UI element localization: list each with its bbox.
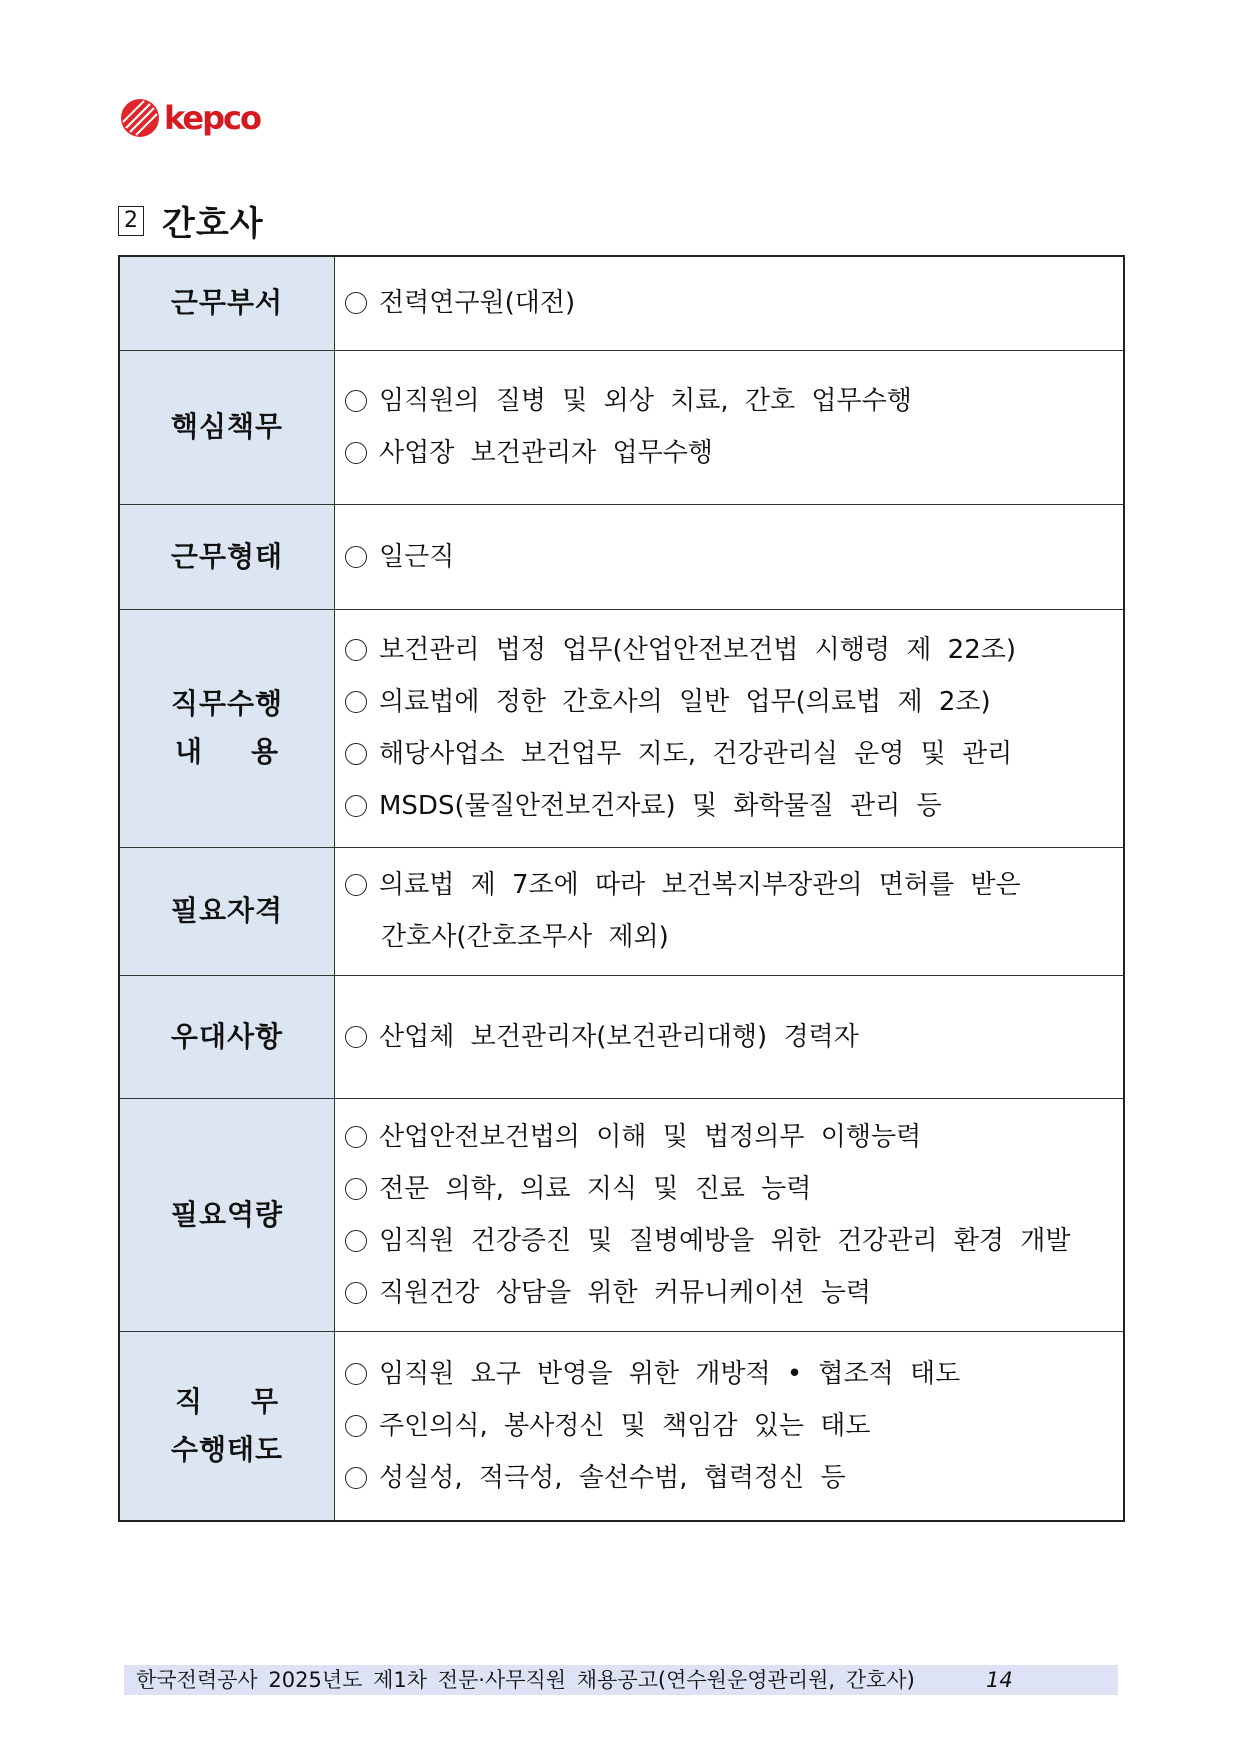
table-row <box>119 350 1124 504</box>
circle-bullet-icon <box>345 639 367 661</box>
row-content <box>335 256 1125 350</box>
row-label: 필요역량 <box>119 1098 335 1331</box>
table-row <box>119 609 1124 847</box>
list-item: 산업체 보건관리자(보건관리대행) 경력자 <box>345 1011 1113 1063</box>
list-item: 임직원의 질병 및 외상 치료, 간호 업무수행 <box>345 375 1113 427</box>
circle-bullet-icon <box>345 1126 367 1148</box>
circle-bullet-icon <box>345 1178 367 1200</box>
row-label: 직무수행 내 용 <box>119 609 335 847</box>
list-item: 의료법 제 7조에 따라 보건복지부장관의 면허를 받은 <box>345 859 1113 911</box>
row-label: 우대사항 <box>119 975 335 1098</box>
circle-bullet-icon <box>345 1363 367 1385</box>
page-footer <box>124 1665 1118 1695</box>
circle-bullet-icon <box>345 1230 367 1252</box>
circle-bullet-icon <box>345 546 367 568</box>
circle-bullet-icon <box>345 1026 367 1048</box>
page-number: 14 <box>986 1668 1013 1692</box>
list-item: 성실성, 적극성, 솔선수범, 협력정신 등 <box>345 1452 1113 1504</box>
list-item-continuation: 간호사(간호조무사 제외) <box>381 922 669 952</box>
row-label: 핵심책무 <box>119 350 335 504</box>
circle-bullet-icon <box>345 1467 367 1489</box>
section-number: 2 <box>118 206 144 236</box>
row-label: 근무형태 <box>119 504 335 609</box>
row-content <box>335 504 1125 609</box>
row-content <box>335 1331 1125 1521</box>
table-row <box>119 975 1124 1098</box>
kepco-logo <box>120 98 260 138</box>
section-heading <box>118 196 264 245</box>
list-item: 일근직 <box>345 531 1113 583</box>
circle-bullet-icon <box>345 743 367 765</box>
circle-bullet-icon <box>345 1415 367 1437</box>
row-label: 근무부서 <box>119 256 335 350</box>
list-item: 임직원 요구 반영을 위한 개방적 • 협조적 태도 <box>345 1348 1113 1400</box>
list-item: 산업안전보건법의 이해 및 법정의무 이행능력 <box>345 1111 1113 1163</box>
circle-bullet-icon <box>345 795 367 817</box>
list-item: 주인의식, 봉사정신 및 책임감 있는 태도 <box>345 1400 1113 1452</box>
table-row <box>119 256 1124 350</box>
list-item: 임직원 건강증진 및 질병예방을 위한 건강관리 환경 개발 <box>345 1215 1113 1267</box>
row-content <box>335 1098 1125 1331</box>
table-row <box>119 847 1124 975</box>
circle-bullet-icon <box>345 442 367 464</box>
row-content <box>335 847 1125 975</box>
circle-bullet-icon <box>345 691 367 713</box>
row-content <box>335 609 1125 847</box>
list-item: 보건관리 법정 업무(산업안전보건법 시행령 제 22조) <box>345 624 1113 676</box>
circle-bullet-icon <box>345 874 367 896</box>
footer-text: 한국전력공사 2025년도 제1차 전문·사무직원 채용공고(연수원운영관리원, 간호사) <box>136 1668 915 1692</box>
logo-text: kepco <box>164 99 260 137</box>
job-description-table <box>118 255 1125 1522</box>
list-item: 의료법에 정한 간호사의 일반 업무(의료법 제 2조) <box>345 676 1113 728</box>
kepco-emblem-icon <box>120 98 160 138</box>
table-row <box>119 504 1124 609</box>
table-row <box>119 1331 1124 1521</box>
circle-bullet-icon <box>345 390 367 412</box>
row-content <box>335 975 1125 1098</box>
list-item: 직원건강 상담을 위한 커뮤니케이션 능력 <box>345 1267 1113 1319</box>
circle-bullet-icon <box>345 292 367 314</box>
list-item: 해당사업소 보건업무 지도, 건강관리실 운영 및 관리 <box>345 728 1113 780</box>
row-content <box>335 350 1125 504</box>
list-item: 전력연구원(대전) <box>345 277 1113 329</box>
list-item: 사업장 보건관리자 업무수행 <box>345 427 1113 479</box>
table-row <box>119 1098 1124 1331</box>
list-item: 전문 의학, 의료 지식 및 진료 능력 <box>345 1163 1113 1215</box>
list-item: MSDS(물질안전보건자료) 및 화학물질 관리 등 <box>345 780 1113 832</box>
circle-bullet-icon <box>345 1282 367 1304</box>
row-label: 직 무 수행태도 <box>119 1331 335 1521</box>
row-label: 필요자격 <box>119 847 335 975</box>
section-title: 간호사 <box>162 204 264 244</box>
